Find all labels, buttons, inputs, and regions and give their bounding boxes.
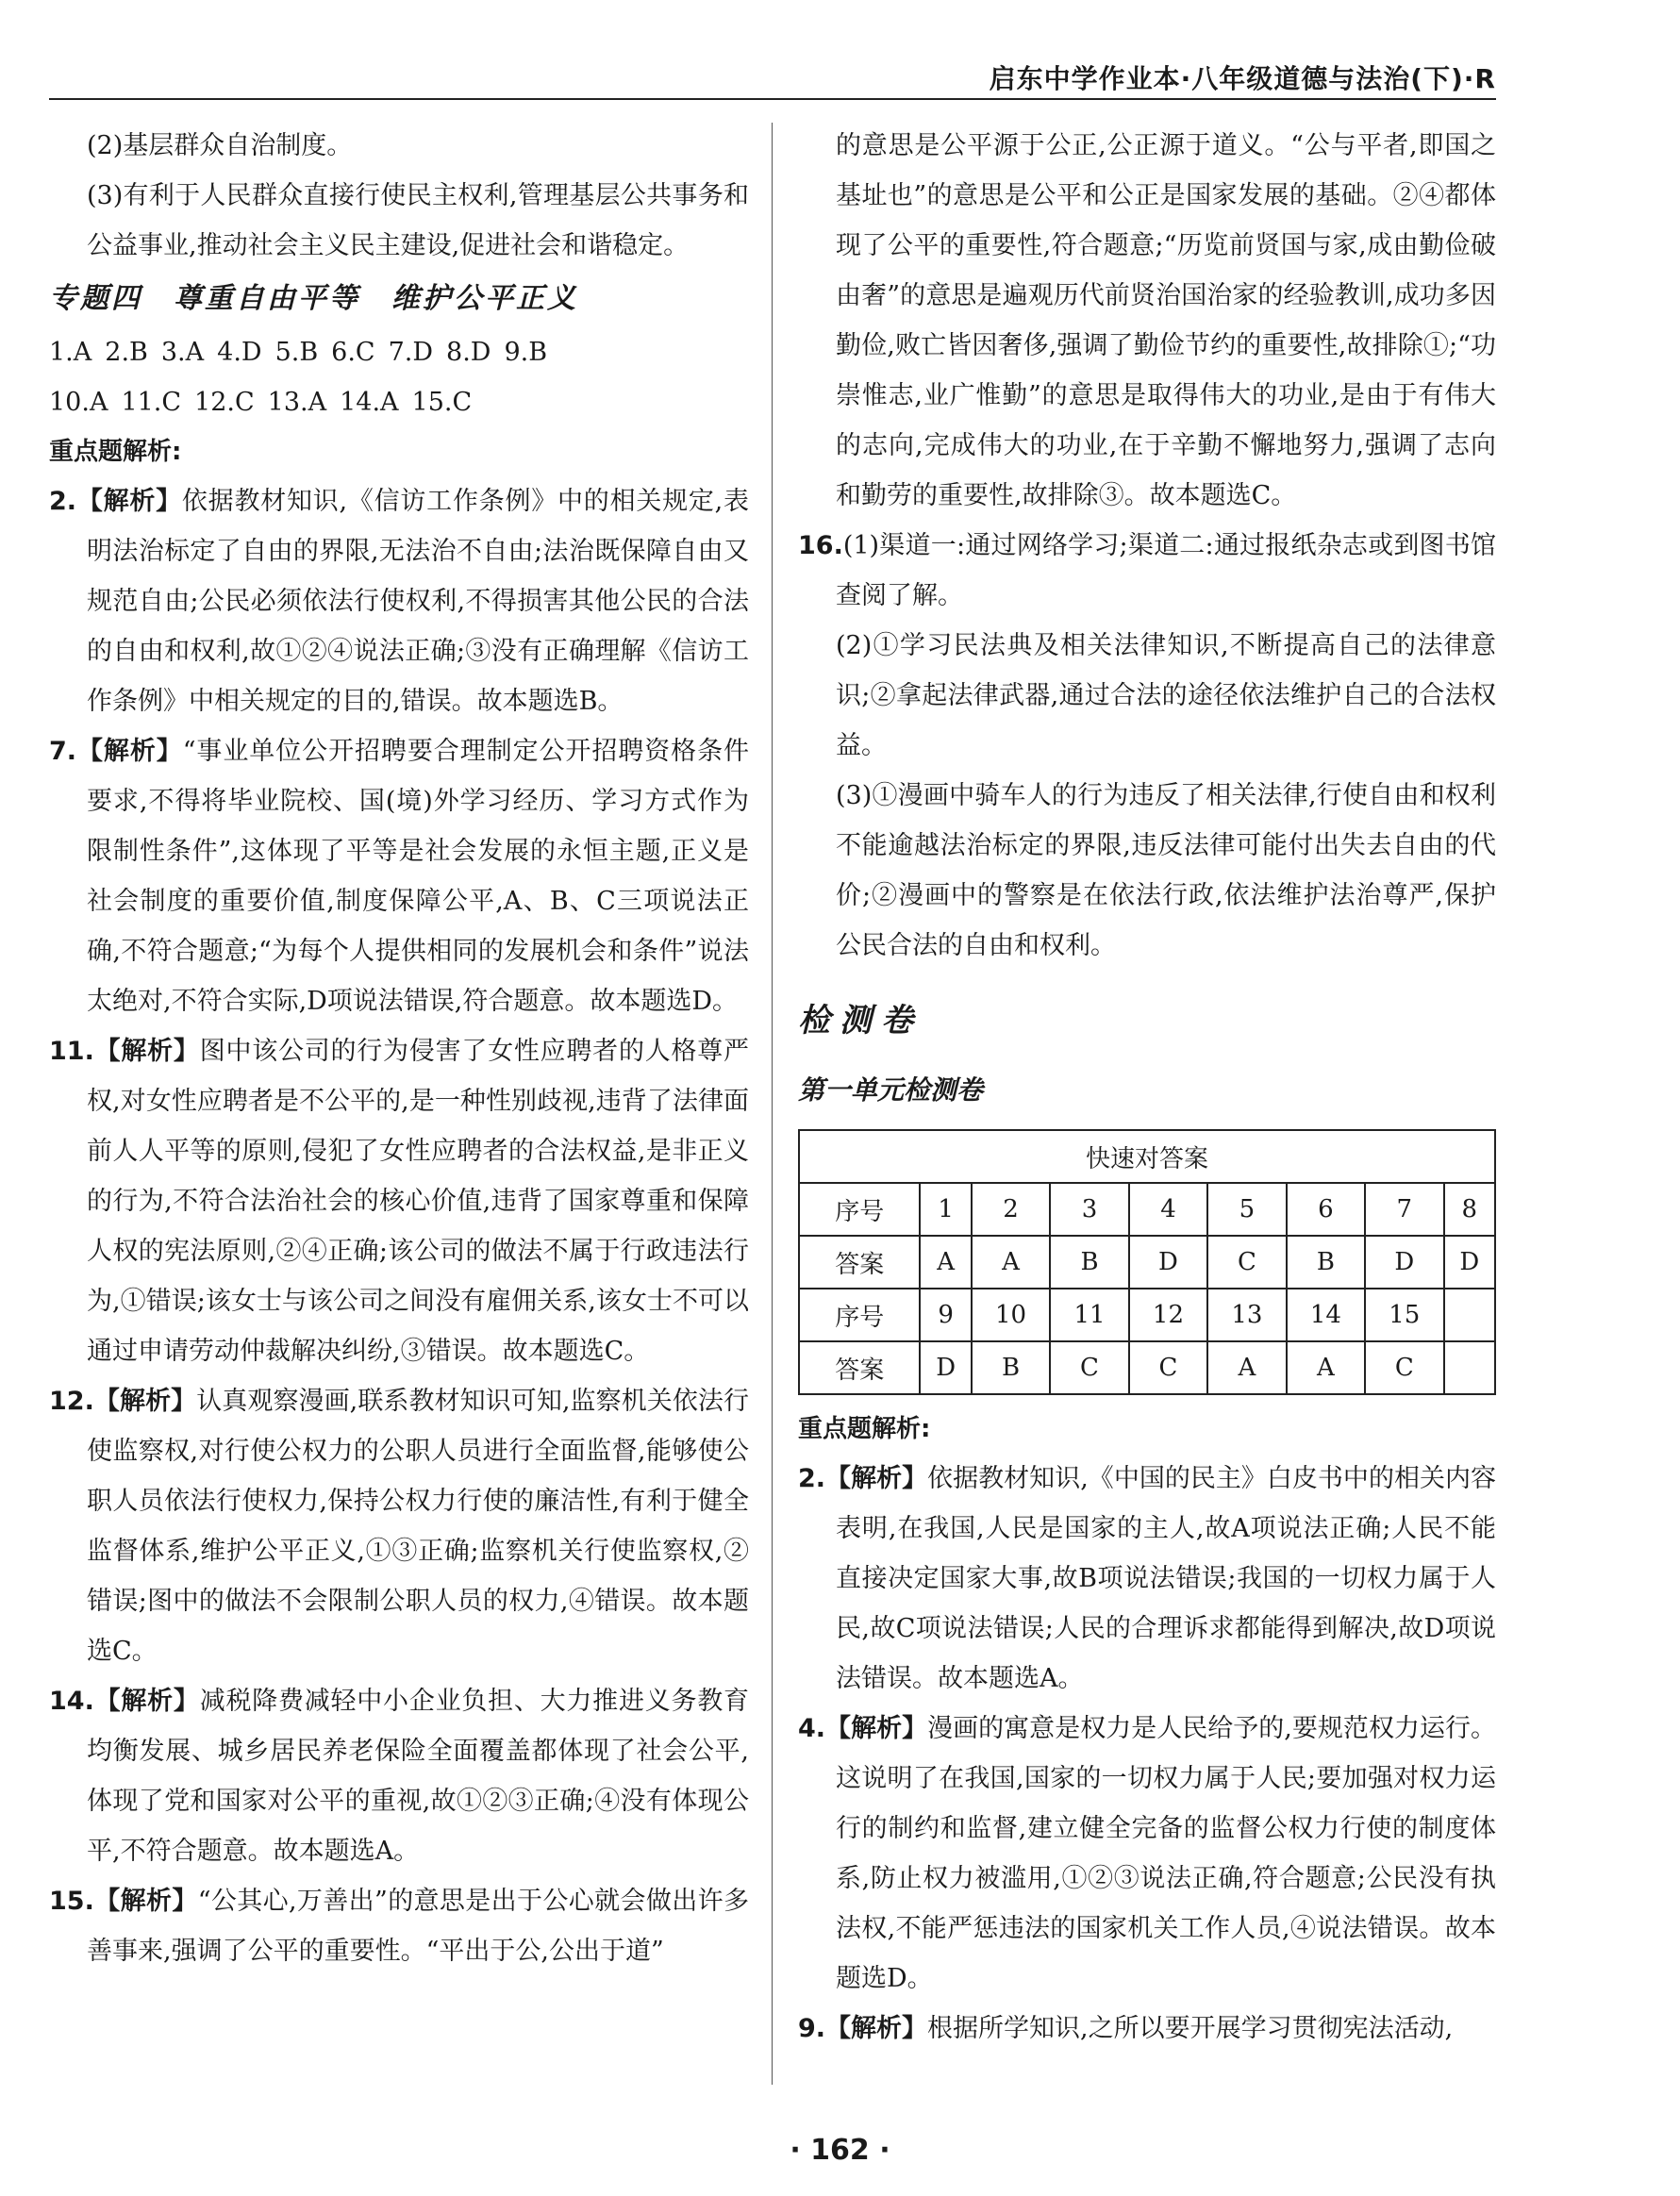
table-cell (1444, 1341, 1495, 1394)
analysis-item (49, 1376, 749, 1676)
item-text: “事业单位公开招聘要合理制定公开招聘资格条件要求,不得将毕业院校、国(境)外学习经历、学习方式作为限制性条件”,这体现了平等是社会发展的永恒主题,正义是社会制度的重要价值,制度保障公平,A、B、C三项说法正确,不符合题意;“为每个人提供相同的发展机会和条件”说法太绝对,不符合实际,D项说法错误,符合题意。故本题选D。 (87, 737, 750, 1016)
answer-item: 2.B (105, 338, 148, 367)
table-row (799, 1289, 1495, 1341)
item-number: 11. (49, 1037, 94, 1066)
table-cell: 1 (920, 1183, 971, 1236)
analysis-label: 重点题解析: (49, 438, 182, 466)
table-cell: 7 (1365, 1183, 1443, 1236)
item-number: 4. (798, 1714, 826, 1743)
paragraph-q-2-cont: (2)基层群众自治制度。 (87, 131, 353, 160)
question-16 (798, 521, 1496, 621)
item-text: 减税降费减轻中小企业负担、大力推进义务教育均衡发展、城乡居民养老保险全面覆盖都体现了社会公平,体现了党和国家对公平的重视,故①②③正确;④没有体现公平,不符合题意。故本题选A。 (87, 1687, 750, 1866)
answer-item: 10.A (49, 388, 108, 417)
analysis-item (798, 2004, 1496, 2054)
item-number: 15. (49, 1887, 94, 1916)
table-cell: 5 (1207, 1183, 1286, 1236)
item-tag: 【解析】 (93, 1037, 200, 1066)
analysis-item (49, 1876, 749, 1976)
item-text: “公其心,万善出”的意思是出于公心就会做出许多善事来,强调了公平的重要性。“平出于公,公出于道” (87, 1887, 749, 1966)
answer-item: 12.C (194, 388, 255, 417)
table-cell: 13 (1207, 1289, 1286, 1341)
quick-answer-table (798, 1129, 1496, 1395)
analysis-label: 重点题解析: (798, 1415, 931, 1443)
item-tag: 【解析】 (93, 1387, 197, 1416)
item-tag: 【解析】 (76, 737, 183, 766)
table-cell: B (1287, 1236, 1365, 1289)
item-tag: 【解析】 (76, 487, 182, 516)
item-tag: 【解析】 (93, 1887, 198, 1916)
q16-part-3: (3)①漫画中骑车人的行为违反了相关法律,行使自由和权利不能逾越法治标定的界限,违反法律可能付出失去自由的代价;②漫画中的警察是在依法行政,依法维护法治尊严,保护公民合法的自由和权利。 (836, 781, 1496, 960)
left-column (49, 121, 749, 1976)
analysis-item-continued: 的意思是公平源于公正,公正源于道义。“公与平者,即国之基址也”的意思是公平和公正是国家发展的基础。②④都体现了公平的重要性,符合题意;“历览前贤国与家,成由勤俭破由奢”的意思是遍观历代前贤治国治家的经验教训,成功多因勤俭,败亡皆因奢侈,强调了勤俭节约的重要性,故排除①;“功崇惟志,业广惟勤”的意思是取得伟大的功业,是由于有伟大的志向,完成伟大的功业,在于辛勤不懈地努力,强调了志向和勤劳的重要性,故排除③。故本题选C。 (836, 131, 1496, 510)
table-cell: 10 (972, 1289, 1050, 1341)
table-cell: A (920, 1236, 971, 1289)
table-caption: 快速对答案 (799, 1130, 1495, 1183)
running-header: 启东中学作业本·八年级道德与法治(下)·R (989, 63, 1496, 94)
answer-item: 8.D (446, 338, 491, 367)
table-row (799, 1341, 1495, 1394)
right-column (798, 121, 1496, 2054)
item-text: 认真观察漫画,联系教材知识可知,监察机关依法行使监察权,对行使公权力的公职人员进行全面监督,能够使公职人员依法行使权力,保持公权力行使的廉洁性,有利于健全监督体系,维护公平正义,①③正确;监察机关行使监察权,②错误;图中的做法不会限制公职人员的权力,④错误。故本题选C。 (87, 1387, 749, 1666)
table-row (799, 1183, 1495, 1236)
table-cell: A (972, 1236, 1050, 1289)
item-tag: 【解析】 (825, 1714, 928, 1743)
table-cell: A (1287, 1341, 1365, 1394)
table-cell: 12 (1129, 1289, 1207, 1341)
table-cell: 14 (1287, 1289, 1365, 1341)
table-cell: C (1050, 1341, 1128, 1394)
table-cell: 8 (1444, 1183, 1495, 1236)
q16-part-2: (2)①学习民法典及相关法律知识,不断提高自己的法律意识;②拿起法律武器,通过合法的途径依法维护自己的合法权益。 (836, 631, 1496, 760)
paragraph-q-3-cont: (3)有利于人民群众直接行使民主权利,管理基层公共事务和公益事业,推动社会主义民主建设,促进社会和谐稳定。 (87, 181, 749, 260)
table-cell: B (1050, 1236, 1128, 1289)
table-cell: B (972, 1341, 1050, 1394)
item-text: 根据所学知识,之所以要开展学习贯彻宪法活动, (927, 2014, 1454, 2043)
item-number: 16. (798, 531, 843, 560)
item-number: 14. (49, 1687, 94, 1716)
analysis-item (49, 1026, 749, 1376)
answer-item: 5.B (274, 338, 319, 367)
table-cell: 3 (1050, 1183, 1128, 1236)
item-text: 漫画的寓意是权力是人民给予的,要规范权力运行。这说明了在我国,国家的一切权力属于人民;要加强对权力运行的制约和监督,建立健全完备的监督公权力行使的制度体系,防止权力被滥用,①②③说法正确,符合题意;公民没有执法权,不能严惩违法的国家机关工作人员,④说法错误。故本题选D。 (836, 1714, 1496, 1993)
row-label: 序号 (799, 1289, 920, 1341)
table-cell: 4 (1129, 1183, 1207, 1236)
row-label: 答案 (799, 1236, 920, 1289)
table-cell: 9 (920, 1289, 971, 1341)
table-cell: D (1129, 1236, 1207, 1289)
table-cell: 2 (972, 1183, 1050, 1236)
answer-item: 7.D (388, 338, 434, 367)
column-divider (772, 123, 773, 2085)
item-number: 2. (49, 487, 77, 516)
item-number: 7. (49, 737, 77, 766)
q16-part-1: (1)渠道一:通过网络学习;渠道二:通过报纸杂志或到图书馆查阅了解。 (836, 531, 1496, 610)
table-cell: 6 (1287, 1183, 1365, 1236)
row-label: 答案 (799, 1341, 920, 1394)
table-cell: C (1129, 1341, 1207, 1394)
analysis-item (798, 1454, 1496, 1704)
table-cell: A (1207, 1341, 1286, 1394)
answer-item: 13.A (267, 388, 327, 417)
answer-item: 9.B (504, 338, 548, 367)
answer-item: 1.A (49, 338, 92, 367)
table-cell: C (1207, 1236, 1286, 1289)
answer-item: 15.C (411, 388, 473, 417)
item-text: 依据教材知识,《信访工作条例》中的相关规定,表明法治标定了自由的界限,无法治不自由;法治既保障自由又规范自由;公民必须依法行使权利,不得损害其他公民的合法的自由和权利,故①②④说法正确;③没有正确理解《信访工作条例》中相关规定的目的,错误。故本题选B。 (87, 487, 750, 716)
item-text: 依据教材知识,《中国的民主》白皮书中的相关内容表明,在我国,人民是国家的主人,故A项说法正确;人民不能直接决定国家大事,故B项说法错误;我国的一切权力属于人民,故C项说法错误;人民的合理诉求都能得到解决,故D项说法错误。故本题选A。 (836, 1464, 1496, 1693)
answer-item: 3.A (160, 338, 205, 367)
item-number: 9. (798, 2014, 826, 2043)
header-rule (49, 98, 1496, 100)
table-cell: C (1365, 1341, 1443, 1394)
table-cell: 11 (1050, 1289, 1128, 1341)
page-number: · 162 · (790, 2134, 890, 2167)
row-label: 序号 (799, 1183, 920, 1236)
table-cell: D (1444, 1236, 1495, 1289)
item-tag: 【解析】 (93, 1687, 200, 1716)
item-number: 2. (798, 1464, 826, 1493)
answer-item: 4.D (217, 338, 262, 367)
analysis-item (49, 476, 749, 726)
answer-list-row-1 (49, 327, 749, 377)
analysis-item (49, 1676, 749, 1876)
item-tag: 【解析】 (825, 2014, 928, 2043)
table-row (799, 1236, 1495, 1289)
item-tag: 【解析】 (825, 1464, 928, 1493)
analysis-item (798, 1704, 1496, 2004)
answer-list-row-2 (49, 377, 749, 427)
answer-item: 6.C (331, 338, 375, 367)
answer-item: 14.A (340, 388, 399, 417)
analysis-item (49, 726, 749, 1026)
test-section-title: 检测卷 (798, 1002, 923, 1040)
answer-item: 11.C (121, 388, 182, 417)
section-title: 专题四 尊重自由平等 维护公平正义 (49, 282, 578, 315)
item-number: 12. (49, 1387, 94, 1416)
unit-test-title: 第一单元检测卷 (798, 1074, 984, 1106)
table-cell (1444, 1289, 1495, 1341)
table-cell: 15 (1365, 1289, 1443, 1341)
item-text: 图中该公司的行为侵害了女性应聘者的人格尊严权,对女性应聘者是不公平的,是一种性别歧视,违背了法律面前人人平等的原则,侵犯了女性应聘者的合法权益,是非正义的行为,不符合法治社会的核心价值,违背了国家尊重和保障人权的宪法原则,②④正确;该公司的做法不属于行政违法行为,①错误;该女士与该公司之间没有雇佣关系,该女士不可以通过申请劳动仲裁解决纠纷,③错误。故本题选C。 (87, 1037, 750, 1366)
table-cell: D (920, 1341, 971, 1394)
table-cell: D (1365, 1236, 1443, 1289)
